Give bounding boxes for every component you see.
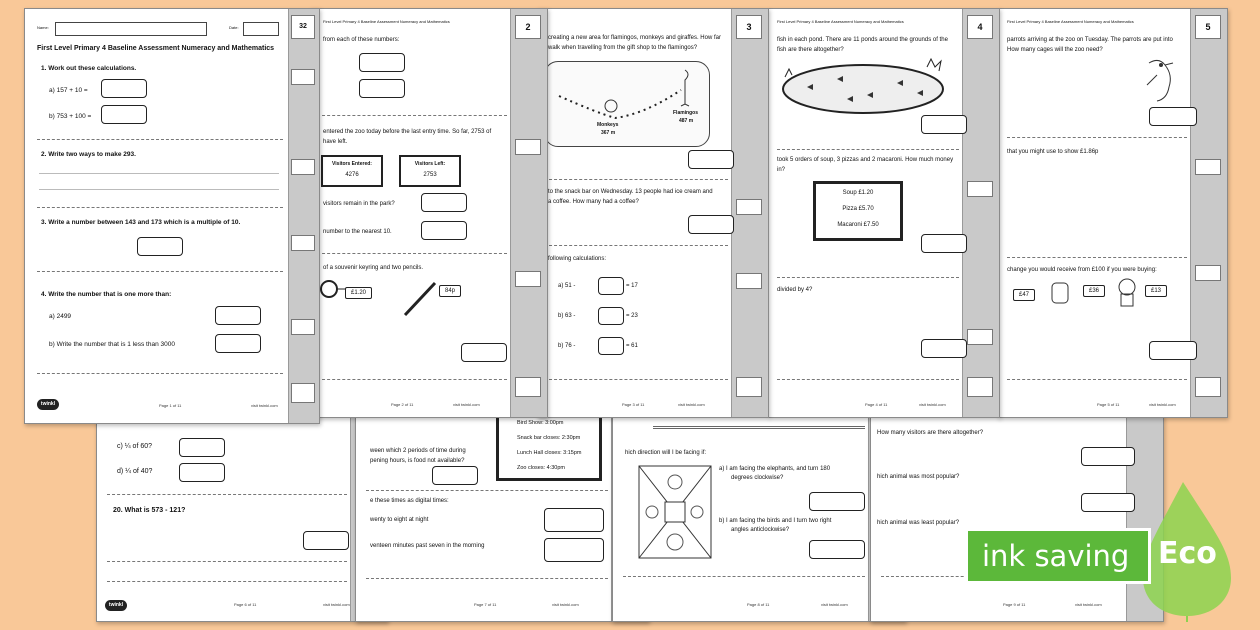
date-field[interactable] (243, 22, 279, 36)
question-top: from each of these numbers: (323, 37, 400, 43)
divider (544, 179, 728, 180)
question-4b: b) Write the number that is 1 less than 3000 (49, 341, 175, 348)
question-1a: a) 157 + 10 = (49, 87, 88, 94)
answer-box[interactable] (544, 508, 604, 532)
pond-picture (777, 57, 949, 117)
left-value: 2753 (423, 172, 437, 178)
menu-soup: Soup £1.20 (842, 190, 874, 196)
worksheet-page-6 (96, 415, 388, 622)
zoo-close-time: Zoo closes: 4:30pm (517, 465, 565, 471)
answer-line[interactable] (39, 189, 279, 190)
page-header: First Level Primary 4 Baseline Assessment Numeracy and Mathematics (1007, 19, 1134, 24)
grid-edge (653, 426, 865, 429)
zoo-map-picture (544, 61, 710, 147)
page-footer: Page 6 of 11 (234, 602, 257, 607)
question-change: change you would receive from £100 if you were buying: (1007, 267, 1157, 273)
question-soup: took 5 orders of soup, 3 pizzas and 2 macaroni. How much money (777, 157, 954, 163)
worksheet-page-1 (24, 8, 320, 424)
site-link[interactable]: visit twinkl.com (1149, 402, 1176, 407)
answer-box[interactable] (421, 193, 467, 212)
answer-box[interactable] (688, 150, 734, 169)
mark-box (291, 383, 315, 403)
site-link[interactable]: visit twinkl.com (323, 602, 350, 607)
left-label: Visitors Left: (414, 161, 446, 167)
question-snack-2: a coffee. How many had a coffee? (548, 199, 639, 205)
total-marks: 32 (291, 15, 315, 39)
price-tag: £47 (1013, 289, 1035, 301)
answer-box[interactable] (215, 334, 261, 353)
divider (366, 490, 608, 491)
ink-saving-eco-badge (965, 482, 1255, 622)
zoo-times-board (496, 416, 602, 481)
bird-show-time: Bird Show: 3:00pm (517, 420, 564, 426)
mark-box (291, 319, 315, 335)
twinkl-logo: twinkl (105, 600, 127, 611)
site-link[interactable]: visit twinkl.com (919, 402, 946, 407)
divider (777, 277, 959, 278)
mark-box (515, 377, 541, 397)
question-direction: hich direction will I be facing if: (625, 450, 707, 456)
answer-box[interactable] (809, 492, 865, 511)
page-footer: Page 9 of 11 (1003, 602, 1026, 607)
page-header: First Level Primary 4 Baseline Assessment Numeracy and Mathematics (777, 19, 904, 24)
mark-box (736, 377, 762, 397)
answer-box[interactable] (598, 337, 624, 355)
answer-box[interactable] (359, 53, 405, 72)
answer-box[interactable] (921, 339, 967, 358)
question-1b: b) 753 + 100 = (49, 113, 92, 120)
mark-box (967, 329, 993, 345)
divider (37, 139, 283, 140)
snack-bar-time: Snack bar closes: 2:30pm (517, 435, 581, 441)
name-label: Name: (37, 25, 49, 30)
worksheet-page-3 (537, 8, 769, 418)
price-tag: £36 (1083, 285, 1105, 297)
entered-value: 4276 (345, 172, 359, 178)
question-a: a) I am facing the elephants, and turn 180 (719, 466, 831, 472)
answer-box[interactable] (598, 277, 624, 295)
page-footer: Page 7 of 11 (474, 602, 497, 607)
divider (317, 115, 507, 116)
site-link[interactable]: visit twinkl.com (821, 602, 848, 607)
mark-box (291, 159, 315, 175)
site-link[interactable]: visit twinkl.com (1075, 602, 1102, 607)
answer-box[interactable] (1149, 341, 1197, 360)
marks-strip (962, 9, 999, 417)
worksheet-page-5 (998, 8, 1228, 418)
divider (37, 207, 283, 208)
page-footer: Page 2 of 11 (391, 402, 414, 407)
pencil-picture (401, 277, 441, 319)
calc-b: b) 63 - (558, 313, 576, 319)
question-b-2: angles anticlockwise? (731, 527, 790, 533)
lunch-hall-time: Lunch Hall closes: 3:15pm (517, 450, 582, 456)
worksheet-page-2 (310, 8, 548, 418)
question-keyring: of a souvenir keyring and two pencils. (323, 265, 424, 271)
divider (1007, 137, 1187, 138)
question-most: hich animal was most popular? (877, 474, 960, 480)
answer-box[interactable] (421, 221, 467, 240)
worksheet-page-7 (355, 415, 649, 622)
monkeys-distance: 367 m (601, 130, 616, 136)
divider (107, 561, 347, 562)
menu-macaroni: Macaroni £7.50 (837, 222, 879, 228)
question-area: creating a new area for flamingos, monkeys and giraffes. How far (548, 35, 721, 41)
twinkl-logo: twinkl (37, 399, 59, 410)
question-fish-2: fish are there altogether? (777, 47, 844, 53)
question-divide: divided by 4? (777, 287, 813, 293)
backpack-picture (1049, 279, 1071, 305)
answer-box[interactable] (359, 79, 405, 98)
question-area-2: walk when travelling from the gift shop to the flamingos? (548, 45, 698, 51)
site-link[interactable]: visit twinkl.com (251, 403, 278, 408)
divider (623, 576, 865, 577)
question-1: 1. Work out these calculations. (41, 65, 137, 72)
site-link[interactable]: visit twinkl.com (453, 402, 480, 407)
mark-box (1195, 265, 1221, 281)
menu-pizza: Pizza £5.70 (842, 206, 874, 212)
toy-picture (1115, 277, 1139, 307)
keyring-price-tag: £1.20 (345, 287, 372, 299)
answer-box[interactable] (303, 531, 349, 550)
question-snack: to the snack bar on Wednesday. 13 people had ice cream and (548, 189, 713, 195)
answer-box[interactable] (101, 105, 147, 124)
visitors-left-sign (399, 155, 461, 187)
page-number: 5 (1195, 15, 1221, 39)
question-calculations: following calculations: (548, 256, 607, 262)
page-footer: Page 3 of 11 (622, 402, 645, 407)
question-total: How many visitors are there altogether? (877, 430, 984, 436)
divider (37, 373, 283, 374)
divider (1007, 379, 1187, 380)
question-fish: fish in each pond. There are 11 ponds around the grounds of the (777, 37, 948, 43)
question-b: b) I am facing the birds and I turn two right (719, 518, 832, 524)
answer-box[interactable] (688, 215, 734, 234)
question-a-2: degrees clockwise? (731, 475, 784, 481)
flamingos-label: Flamingos (673, 110, 699, 116)
answer-box[interactable] (215, 306, 261, 325)
name-field[interactable] (55, 22, 207, 36)
mark-box (515, 271, 541, 287)
question-visitors: entered the zoo today before the last entry time. So far, 2753 of (323, 129, 492, 135)
answer-box[interactable] (598, 307, 624, 325)
divider (37, 271, 283, 272)
question-visitors-2: have left. (323, 139, 348, 145)
answer-box[interactable] (1149, 107, 1197, 126)
question-2: 2. Write two ways to make 293. (41, 151, 136, 158)
menu-board (813, 181, 903, 241)
page-header: First Level Primary 4 Baseline Assessment Numeracy and Mathematics (323, 19, 450, 24)
mark-box (967, 181, 993, 197)
page-title: First Level Primary 4 Baseline Assessment Numeracy and Mathematics (37, 45, 275, 52)
entered-label: Visitors Entered: (332, 161, 372, 167)
divider (107, 494, 347, 495)
flamingos-distance: 487 m (679, 118, 694, 124)
page-number: 4 (967, 15, 993, 39)
page-number: 3 (736, 15, 762, 39)
mark-box (291, 235, 315, 251)
mark-box (967, 377, 993, 397)
calc-a-result: = 17 (626, 283, 638, 289)
site-link[interactable]: visit twinkl.com (678, 402, 705, 407)
answer-box[interactable] (921, 115, 967, 134)
question-periods-2: pening hours, is food not available? (370, 458, 465, 464)
calc-a: a) 51 - (558, 283, 576, 289)
page-number: 2 (515, 15, 541, 39)
mark-box (291, 69, 315, 85)
answer-box[interactable] (137, 237, 183, 256)
question-d: d) ¼ of 40? (117, 468, 153, 475)
site-link[interactable]: visit twinkl.com (552, 602, 579, 607)
answer-box[interactable] (461, 343, 507, 362)
time-1: wenty to eight at night (370, 517, 429, 523)
question-3: 3. Write a number between 143 and 173 which is a multiple of 10. (41, 219, 241, 226)
question-periods: ween which 2 periods of time during (370, 448, 466, 454)
page-footer: Page 4 of 11 (865, 402, 888, 407)
ink-saving-text: ink saving (982, 539, 1130, 573)
question-c: c) ¼ of 60? (117, 443, 153, 450)
question-least: hich animal was least popular? (877, 520, 960, 526)
answer-box[interactable] (179, 438, 225, 457)
question-soup-2: in? (777, 167, 786, 173)
mark-box (736, 199, 762, 215)
price-tag: £13 (1145, 285, 1167, 297)
marks-strip (510, 9, 547, 417)
marks-strip (288, 9, 319, 423)
monkeys-label: Monkeys (597, 122, 619, 128)
worksheet-page-4 (768, 8, 1000, 418)
divider (777, 379, 959, 380)
page-footer: Page 5 of 11 (1097, 402, 1120, 407)
question-digital: e these times as digital times: (370, 498, 449, 504)
divider (366, 578, 608, 579)
visitors-entered-sign (321, 155, 383, 187)
question-20: 20. What is 573 - 121? (113, 507, 186, 514)
answer-line[interactable] (39, 173, 279, 174)
worksheet-page-8 (612, 415, 906, 622)
marks-strip (731, 9, 768, 417)
answer-box[interactable] (809, 540, 865, 559)
question-parrots-2: How many cages will the zoo need? (1007, 47, 1103, 53)
answer-box[interactable] (921, 234, 967, 253)
question-remain: visitors remain in the park? (323, 201, 395, 207)
divider (777, 149, 959, 150)
answer-box[interactable] (544, 538, 604, 562)
calc-b-result: = 23 (626, 313, 638, 319)
mark-box (1195, 377, 1221, 397)
question-round: number to the nearest 10. (323, 229, 392, 235)
mark-box (736, 273, 762, 289)
calc-c-result: = 61 (626, 343, 638, 349)
pencil-price-tag: 84p (439, 285, 461, 297)
eco-text: Eco (1158, 536, 1217, 571)
mark-box (515, 139, 541, 155)
divider (317, 253, 507, 254)
divider (317, 379, 507, 380)
compass-enclosure-map (637, 464, 713, 560)
question-parrots: parrots arriving at the zoo on Tuesday. The parrots are put into (1007, 37, 1173, 43)
divider (1007, 257, 1187, 258)
page-footer: Page 8 of 11 (747, 602, 770, 607)
question-4a: a) 2499 (49, 313, 72, 320)
page-footer: Page 1 of 11 (159, 403, 182, 408)
answer-box[interactable] (432, 466, 478, 485)
divider (544, 245, 728, 246)
question-coins: that you might use to show £1.86p (1007, 149, 1099, 155)
question-4: 4. Write the number that is one more than: (41, 291, 172, 298)
calc-c: b) 76 - (558, 343, 576, 349)
time-2: venteen minutes past seven in the morning (370, 543, 485, 549)
date-label: Date: (229, 25, 239, 30)
divider (107, 581, 347, 582)
answer-box[interactable] (101, 79, 147, 98)
answer-box[interactable] (179, 463, 225, 482)
answer-box[interactable] (1081, 447, 1135, 466)
divider (544, 379, 728, 380)
parrot-picture (1139, 55, 1181, 103)
mark-box (1195, 159, 1221, 175)
ink-saving-banner (965, 528, 1151, 584)
